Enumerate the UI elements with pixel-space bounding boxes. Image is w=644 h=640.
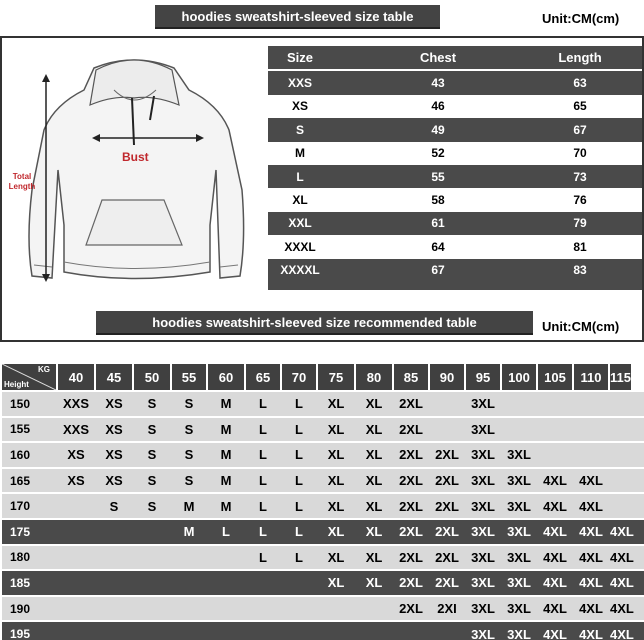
size-table-row <box>268 118 642 141</box>
size-table-cell: 65 <box>573 99 587 114</box>
size-recommendation-cell <box>96 571 132 595</box>
size-recommendation-cell: 4XL <box>579 498 603 514</box>
size-recommendation-cell: 3XL <box>471 524 495 540</box>
kg-header-cell: 90 <box>430 364 464 390</box>
height-cell: 195 <box>10 627 31 640</box>
size-recommendation-cell <box>172 597 206 621</box>
size-recommendation-cell: XS <box>105 447 123 463</box>
size-recommendation-cell: L <box>259 447 267 463</box>
left-frame <box>0 38 2 340</box>
size-table-cell: 79 <box>573 216 587 231</box>
size-recommendation-cell: 3XL <box>471 626 495 640</box>
size-recommendation-cell: 2XL <box>399 473 423 489</box>
size-recommendation-cell <box>58 571 94 595</box>
kg-header-cell: 105 <box>538 364 572 390</box>
size-table-row <box>268 235 642 258</box>
size-recommendation-cell: 3XL <box>507 601 531 617</box>
size-table-row <box>268 71 642 94</box>
size-recommendation-cell: S <box>184 421 194 437</box>
kg-header-cell: 70 <box>282 364 316 390</box>
size-recommendation-cell: 3XL <box>471 498 495 514</box>
size-table-cell: 52 <box>431 146 445 161</box>
kg-header-cell: 60 <box>208 364 244 390</box>
size-recommendation-cell <box>246 622 280 640</box>
size-recommendation-cell <box>538 392 572 416</box>
size-table-cell: M <box>295 146 305 161</box>
size-recommendation-cell <box>58 494 94 518</box>
size-table-header-cell: Chest <box>419 50 457 66</box>
size-recommendation-cell <box>356 597 392 621</box>
size-recommendation-cell <box>282 597 316 621</box>
size-recommendation-cell: XL <box>327 473 345 489</box>
size-recommendation-cell <box>538 443 572 467</box>
size-recommendation-cell: S <box>147 473 157 489</box>
size-recommendation-cell: 4XL <box>610 626 634 640</box>
corner-kg-label: KG <box>38 365 50 374</box>
size-recommendation-cell: L <box>259 473 267 489</box>
size-table <box>268 46 642 295</box>
size-recommendation-cell: 3XL <box>471 601 495 617</box>
size-table-cell: 76 <box>573 193 587 208</box>
size-recommendation-cell: XL <box>327 421 345 437</box>
height-cell: 185 <box>10 575 31 590</box>
size-recommendation-cell: L <box>259 498 267 514</box>
top-divider <box>0 36 644 38</box>
size-recommendation-cell: L <box>295 447 303 463</box>
size-recommendation-cell: 4XL <box>579 601 603 617</box>
size-recommendation-cell: 2XL <box>399 447 423 463</box>
size-recommendation-cell: XL <box>365 524 383 540</box>
size-recommendation-cell <box>574 443 608 467</box>
size-recommendation-cell <box>96 546 132 570</box>
size-table-row <box>268 259 642 282</box>
recommended-table-row <box>2 469 644 493</box>
size-recommendation-cell: S <box>147 447 157 463</box>
size-recommendation-cell: XL <box>327 447 345 463</box>
size-recommendation-cell: 4XL <box>579 575 603 591</box>
size-table-header <box>268 46 642 69</box>
kg-header-cell: 110 <box>574 364 608 390</box>
size-recommendation-cell: S <box>147 396 157 412</box>
unit-label-top: Unit:CM(cm) <box>542 11 620 26</box>
height-cell: 190 <box>10 601 31 616</box>
size-recommendation-cell: 3XL <box>507 498 531 514</box>
size-recommendation-cell: M <box>220 421 232 437</box>
size-recommendation-cell: XL <box>365 396 383 412</box>
size-recommendation-cell: L <box>259 524 267 540</box>
size-recommendation-cell: M <box>220 473 232 489</box>
middle-divider <box>0 340 644 342</box>
kg-header-cell: 85 <box>394 364 428 390</box>
recommended-table-row <box>2 520 644 544</box>
size-recommendation-cell: 2XL <box>435 447 459 463</box>
kg-header-cell: 45 <box>96 364 132 390</box>
size-recommendation-cell: L <box>295 524 303 540</box>
size-recommendation-cell <box>208 597 244 621</box>
size-recommendation-cell: XL <box>365 473 383 489</box>
size-recommendation-cell: XS <box>105 396 123 412</box>
size-recommendation-cell <box>172 622 206 640</box>
height-cell: 165 <box>10 473 31 488</box>
size-table-cell: XXL <box>288 216 312 231</box>
size-recommendation-cell: S <box>147 421 157 437</box>
recommended-table-header <box>2 364 644 390</box>
size-recommendation-cell: L <box>295 498 303 514</box>
size-recommendation-cell: 3XL <box>471 549 495 565</box>
size-recommendation-cell: 2XL <box>435 473 459 489</box>
hoodie-diagram <box>4 50 266 290</box>
kg-header-cell: 95 <box>466 364 500 390</box>
size-table-cell: XXS <box>287 76 312 91</box>
size-recommendation-cell: L <box>259 396 267 412</box>
size-recommendation-cell: L <box>259 421 267 437</box>
size-recommendation-cell <box>502 418 536 442</box>
size-recommendation-cell: XL <box>365 421 383 437</box>
size-recommendation-cell: M <box>183 524 195 540</box>
size-recommendation-cell: 4XL <box>579 524 603 540</box>
size-table-header-cell: Size <box>286 50 313 66</box>
size-table-cell: S <box>295 122 304 137</box>
recommended-table-row <box>2 546 644 570</box>
size-recommendation-cell: L <box>295 396 303 412</box>
total-length-label-line1: Total <box>12 172 32 181</box>
size-recommendation-cell: 2XL <box>399 396 423 412</box>
size-recommendation-cell <box>134 597 170 621</box>
size-recommendation-cell: 2XL <box>435 498 459 514</box>
size-recommendation-cell: 2XL <box>399 498 423 514</box>
size-recommendation-cell: S <box>184 396 194 412</box>
recommended-table-row <box>2 418 644 442</box>
corner-cell <box>2 364 56 390</box>
corner-height-label: Height <box>4 380 29 389</box>
size-recommendation-cell: 4XL <box>579 626 603 640</box>
size-recommendation-cell <box>96 622 132 640</box>
size-table-cell: 70 <box>573 146 587 161</box>
size-recommendation-cell: 4XL <box>579 549 603 565</box>
size-recommendation-cell <box>430 622 464 640</box>
size-recommendation-cell: XS <box>105 421 123 437</box>
kg-header-cell: 40 <box>58 364 94 390</box>
size-recommendation-cell: 3XL <box>507 549 531 565</box>
size-recommendation-cell: 4XL <box>543 473 567 489</box>
size-recommendation-cell: 2XL <box>435 575 459 591</box>
size-table-cell: 49 <box>431 122 445 137</box>
size-recommendation-cell <box>172 571 206 595</box>
total-length-label-line2: Length <box>8 182 36 191</box>
size-table-cell: 55 <box>431 169 445 184</box>
size-table-title: hoodies sweatshirt-sleeved size table <box>155 5 440 29</box>
size-recommendation-cell: XL <box>365 575 383 591</box>
size-recommendation-cell: 4XL <box>610 601 634 617</box>
height-cell: 155 <box>10 422 31 437</box>
size-recommendation-cell: 3XL <box>471 447 495 463</box>
size-recommendation-cell <box>246 597 280 621</box>
size-recommendation-cell <box>208 546 244 570</box>
size-table-header-cell: Length <box>558 50 602 66</box>
size-recommendation-cell: 3XL <box>471 396 495 412</box>
size-recommendation-cell: 4XL <box>579 473 603 489</box>
size-table-cell: 58 <box>431 193 445 208</box>
size-recommendation-cell: 2XL <box>399 421 423 437</box>
size-recommendation-cell <box>134 622 170 640</box>
size-recommendation-cell: S <box>147 498 157 514</box>
size-recommendation-cell <box>58 520 94 544</box>
size-recommendation-cell: L <box>295 549 303 565</box>
size-recommendation-cell: 2XL <box>435 549 459 565</box>
size-recommendation-cell: 3XL <box>507 575 531 591</box>
size-recommendation-cell: S <box>184 447 194 463</box>
unit-label-middle: Unit:CM(cm) <box>542 319 620 334</box>
recommended-size-table <box>2 364 644 640</box>
kg-header-cell: 80 <box>356 364 392 390</box>
size-recommendation-cell <box>574 418 608 442</box>
size-table-cell: XXXXL <box>280 263 320 278</box>
size-recommendation-cell <box>538 418 572 442</box>
size-table-cell: XXXL <box>284 239 316 254</box>
size-recommendation-cell: XL <box>327 524 345 540</box>
size-recommendation-cell <box>282 622 316 640</box>
size-recommendation-cell: L <box>295 473 303 489</box>
size-recommendation-cell <box>574 392 608 416</box>
size-recommendation-cell: 2XL <box>435 524 459 540</box>
size-recommendation-cell: 4XL <box>543 549 567 565</box>
size-recommendation-cell: XL <box>327 396 345 412</box>
size-table-cell: 73 <box>573 169 587 184</box>
size-recommendation-cell: 3XL <box>507 524 531 540</box>
size-table-cell: 46 <box>431 99 445 114</box>
size-recommendation-cell <box>134 546 170 570</box>
size-recommendation-cell: XL <box>327 549 345 565</box>
size-recommendation-cell: 3XL <box>471 575 495 591</box>
size-recommendation-cell <box>134 571 170 595</box>
size-table-cell: XS <box>291 99 308 114</box>
size-recommendation-cell: 4XL <box>543 575 567 591</box>
size-recommendation-cell: XL <box>365 498 383 514</box>
size-recommendation-cell: L <box>259 549 267 565</box>
size-recommendation-cell: 2XL <box>399 524 423 540</box>
size-table-cell: 67 <box>431 263 445 278</box>
size-recommendation-cell <box>318 597 354 621</box>
size-recommendation-cell: 2XI <box>437 601 457 617</box>
size-recommendation-cell: XL <box>365 549 383 565</box>
size-table-cell: 64 <box>431 239 445 254</box>
size-table-cell: 63 <box>573 76 587 91</box>
size-recommendation-cell <box>430 392 464 416</box>
size-table-row <box>268 95 642 118</box>
recommended-table-title: hoodies sweatshirt-sleeved size recommended table <box>96 311 533 335</box>
size-recommendation-cell <box>502 392 536 416</box>
size-recommendation-cell <box>318 622 354 640</box>
size-recommendation-cell: 4XL <box>610 549 634 565</box>
height-cell: 160 <box>10 447 31 462</box>
kg-header-cell: 100 <box>502 364 536 390</box>
size-recommendation-cell <box>208 571 244 595</box>
size-recommendation-cell: XS <box>67 473 85 489</box>
size-recommendation-cell: 4XL <box>543 524 567 540</box>
size-recommendation-cell <box>208 622 244 640</box>
size-recommendation-cell <box>430 418 464 442</box>
total-length-label <box>4 172 40 192</box>
kg-header-cell: 50 <box>134 364 170 390</box>
size-table-cell: L <box>296 169 304 184</box>
size-recommendation-cell <box>58 546 94 570</box>
size-recommendation-cell: XL <box>365 447 383 463</box>
size-table-cell: XL <box>292 193 308 208</box>
height-cell: 170 <box>10 499 31 514</box>
size-recommendation-cell: S <box>109 498 119 514</box>
size-recommendation-cell: XL <box>327 575 345 591</box>
recommended-table-row <box>2 597 644 621</box>
kg-header-cell: 65 <box>246 364 280 390</box>
size-table-row <box>268 142 642 165</box>
height-cell: 180 <box>10 550 31 565</box>
size-recommendation-cell: 2XL <box>399 575 423 591</box>
size-table-row <box>268 212 642 235</box>
size-recommendation-cell <box>172 546 206 570</box>
size-recommendation-cell <box>134 520 170 544</box>
size-recommendation-cell <box>96 520 132 544</box>
recommended-table-row <box>2 494 644 518</box>
size-table-cell: 67 <box>573 122 587 137</box>
size-recommendation-cell: L <box>222 524 230 540</box>
size-recommendation-cell: XXS <box>62 396 89 412</box>
hoodie-icon <box>4 50 266 290</box>
size-recommendation-cell: 3XL <box>507 626 531 640</box>
size-recommendation-cell <box>356 622 392 640</box>
size-recommendation-cell <box>282 571 316 595</box>
size-recommendation-cell <box>58 622 94 640</box>
height-cell: 175 <box>10 524 31 539</box>
height-cell: 150 <box>10 396 31 411</box>
size-recommendation-cell: 4XL <box>543 626 567 640</box>
size-table-row <box>268 165 642 188</box>
size-recommendation-cell <box>246 571 280 595</box>
size-recommendation-cell: L <box>295 421 303 437</box>
size-recommendation-cell: 3XL <box>507 473 531 489</box>
size-recommendation-cell: 4XL <box>543 498 567 514</box>
size-recommendation-cell: 3XL <box>471 473 495 489</box>
size-recommendation-cell: M <box>220 498 232 514</box>
recommended-table-row <box>2 392 644 416</box>
size-table-cell: 61 <box>431 216 445 231</box>
size-recommendation-cell: S <box>184 473 194 489</box>
size-recommendation-cell <box>96 597 132 621</box>
size-recommendation-cell: M <box>220 447 232 463</box>
size-table-footer-bar <box>268 282 642 290</box>
size-recommendation-cell: 2XL <box>399 601 423 617</box>
size-table-row <box>268 188 642 211</box>
size-recommendation-cell: XS <box>67 447 85 463</box>
size-recommendation-cell: XXS <box>62 421 89 437</box>
size-recommendation-cell: 4XL <box>610 575 634 591</box>
kg-header-cell: 115 <box>610 364 631 390</box>
size-recommendation-cell: 3XL <box>471 421 495 437</box>
size-recommendation-cell: 4XL <box>610 524 634 540</box>
size-table-cell: 81 <box>573 239 587 254</box>
size-table-cell: 83 <box>573 263 587 278</box>
size-recommendation-cell: XL <box>327 498 345 514</box>
size-recommendation-cell: 3XL <box>507 447 531 463</box>
kg-header-cell: 55 <box>172 364 206 390</box>
size-recommendation-cell <box>394 622 428 640</box>
bust-label: Bust <box>122 150 149 164</box>
size-recommendation-cell: XS <box>105 473 123 489</box>
size-table-cell: 43 <box>431 76 445 91</box>
recommended-table-row <box>2 571 644 595</box>
kg-header-cell: 75 <box>318 364 354 390</box>
recommended-table-row <box>2 622 644 640</box>
recommended-table-row <box>2 443 644 467</box>
size-recommendation-cell: 4XL <box>543 601 567 617</box>
size-recommendation-cell: M <box>183 498 195 514</box>
size-recommendation-cell <box>58 597 94 621</box>
size-recommendation-cell: 2XL <box>399 549 423 565</box>
size-recommendation-cell: M <box>220 396 232 412</box>
